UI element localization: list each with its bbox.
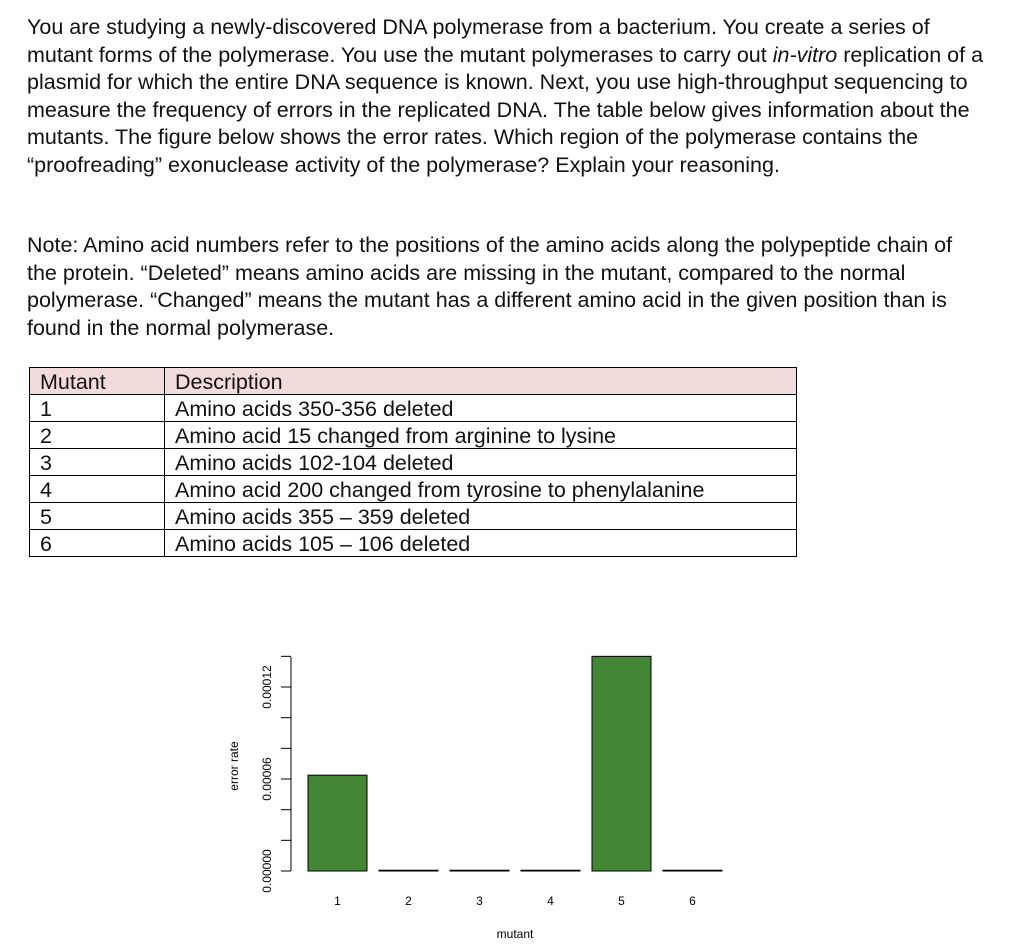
mutant-number: 6	[30, 530, 165, 557]
x-tick-label: 6	[689, 894, 696, 908]
header-description: Description	[165, 368, 797, 395]
mutant-description: Amino acid 15 changed from arginine to lysine	[165, 422, 797, 449]
y-tick-label: 0.00006	[260, 757, 274, 801]
header-mutant: Mutant	[30, 368, 165, 395]
mutant-description: Amino acids 355 – 359 deleted	[165, 503, 797, 530]
bar-mutant-6	[663, 870, 722, 871]
bar-mutant-2	[379, 870, 438, 871]
mutant-description: Amino acids 105 – 106 deleted	[165, 530, 797, 557]
y-tick-label: 0.00012	[260, 665, 274, 709]
bar-mutant-4	[521, 870, 580, 871]
x-tick-label: 2	[405, 894, 412, 908]
mutant-number: 2	[30, 422, 165, 449]
mutant-number: 1	[30, 395, 165, 422]
x-tick-label: 4	[547, 894, 554, 908]
bar-mutant-1	[308, 775, 367, 871]
mutant-description: Amino acid 200 changed from tyrosine to phenylalanine	[165, 476, 797, 503]
x-tick-label: 3	[476, 894, 483, 908]
bar-mutant-5	[592, 656, 651, 871]
x-axis-title: mutant	[496, 927, 534, 941]
question-italic-term: in-vitro	[772, 42, 838, 67]
y-axis-title: error rate	[227, 741, 241, 791]
question-text-part2: replication of a plasmid for which the entire DNA sequence is known. Next, you use high-throughput sequencing to measure the frequency of errors in the replicated DNA. The table below gives information about the mutants. The figure below shows the error rates. Which region of the polymerase contains the “proofreading” exonuclease activity of the polymerase? Explain your reasoning.	[27, 42, 984, 177]
x-tick-label: 1	[334, 894, 341, 908]
note-paragraph: Note: Amino acid numbers refer to the positions of the amino acids along the polypeptide chain of the protein. “Deleted” means amino acids are missing in the mutant, compared to the normal polymerase. “Changed” means the mutant has a different amino acid in the given position than is found in the normal polymerase.	[27, 233, 953, 340]
mutant-number: 5	[30, 503, 165, 530]
y-tick-label: 0.00000	[260, 849, 274, 893]
mutant-description: Amino acids 350-356 deleted	[165, 395, 797, 422]
bar-mutant-3	[450, 870, 509, 871]
question-text-part1: You are studying a newly-discovered DNA polymerase from a bacterium. You create a series of mutant forms of the polymerase. You use the mutant polymerases to carry out	[27, 15, 930, 67]
mutant-number: 3	[30, 449, 165, 476]
mutant-number: 4	[30, 476, 165, 503]
mutant-description: Amino acids 102-104 deleted	[165, 449, 797, 476]
x-tick-label: 5	[618, 894, 625, 908]
